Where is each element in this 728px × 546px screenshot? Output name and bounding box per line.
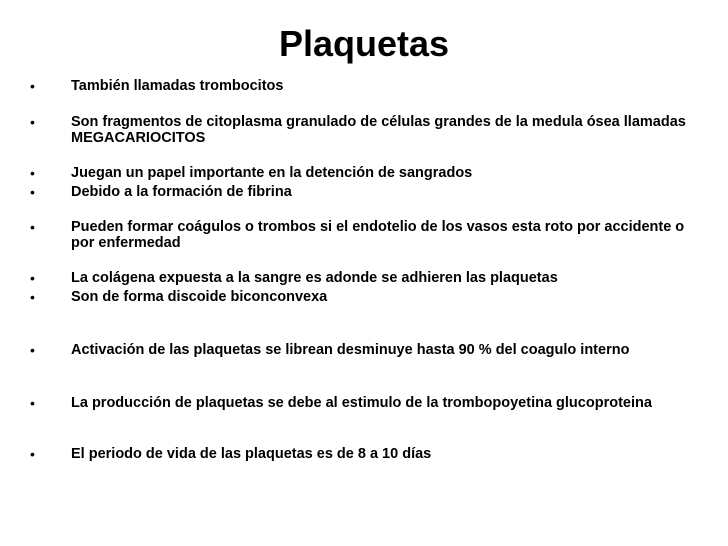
bullet-marker: • <box>30 289 35 305</box>
bullet-text: Son de forma discoide biconconvexa <box>71 289 328 305</box>
bullet-marker: • <box>30 219 35 235</box>
bullet-text: También llamadas trombocitos <box>71 78 284 94</box>
bullet-text: La producción de plaquetas se debe al estimulo de la trombopoyetina glucoproteina <box>71 395 652 411</box>
bullet-text: Activación de las plaquetas se librean desminuye hasta 90 % del coagulo interno <box>71 342 630 358</box>
bullet-text: Son fragmentos de citoplasma granulado de células grandes de la medula ósea llamadas MEGACARIOCITOS <box>71 114 686 146</box>
bullet-marker: • <box>30 165 35 181</box>
bullet-text: Pueden formar coágulos o trombos si el endotelio de los vasos esta roto por accidente o por enfermedad <box>71 219 685 251</box>
bullet-marker: • <box>30 114 35 130</box>
bullet-marker: • <box>30 446 35 462</box>
bullet-marker: • <box>30 342 35 358</box>
bullet-text: Juegan un papel importante en la detención de sangrados <box>71 165 473 181</box>
bullet-marker: • <box>30 270 35 286</box>
bullet-marker: • <box>30 78 35 94</box>
bullet-marker: • <box>30 184 35 200</box>
slide-title: Plaquetas <box>278 23 450 64</box>
bullet-text: El periodo de vida de las plaquetas es de 8 a 10 días <box>71 446 432 462</box>
bullet-text: Debido a la formación de fibrina <box>71 184 292 200</box>
bullet-text: La colágena expuesta a la sangre es adonde se adhieren las plaquetas <box>71 270 558 286</box>
bullet-marker: • <box>30 395 35 411</box>
